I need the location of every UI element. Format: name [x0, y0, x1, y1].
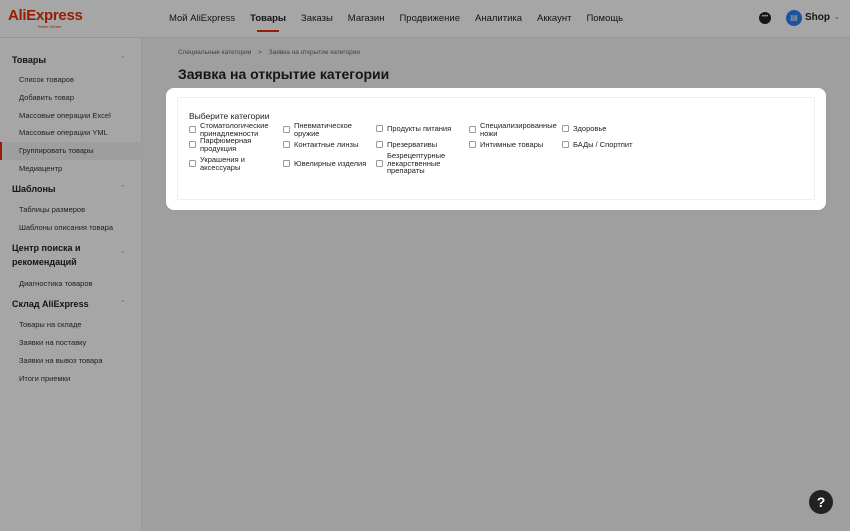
option-label: Безрецептурные лекарственные препараты — [387, 151, 446, 175]
breadcrumb-special-categories[interactable]: Специальные категории — [178, 49, 252, 56]
category-option-food[interactable] — [376, 125, 451, 133]
category-option-health[interactable] — [562, 125, 606, 133]
sidebar-section-search-center[interactable]: Центр поиска и рекомендаций — [12, 243, 81, 267]
shop-avatar-icon[interactable]: ▤ — [786, 10, 802, 26]
sidebar-item-bulk-yml[interactable]: Массовые операции YML — [19, 128, 108, 137]
modal-label: Выберите категории — [189, 111, 270, 121]
checkbox[interactable] — [189, 141, 196, 148]
nav-help[interactable]: Помощь — [586, 13, 624, 24]
checkbox[interactable] — [283, 126, 290, 133]
checkbox[interactable] — [469, 141, 476, 148]
sidebar-item-product-diagnostics[interactable]: Диагностика товаров — [19, 279, 93, 288]
checkbox[interactable] — [283, 141, 290, 148]
nav-promotion[interactable]: Продвижение — [399, 13, 461, 24]
checkbox[interactable] — [376, 125, 383, 132]
sidebar-section-products[interactable]: Товары — [12, 55, 47, 65]
sidebar-item-description-templates[interactable]: Шаблоны описания товара — [19, 223, 114, 232]
category-option-contact-lenses[interactable] — [283, 141, 358, 149]
chevron-up-icon[interactable]: ⌃ — [120, 300, 126, 307]
category-option-air-guns[interactable] — [283, 122, 366, 137]
checkbox[interactable] — [562, 125, 569, 132]
checkbox[interactable] — [376, 160, 383, 167]
option-label: Ювелирные изделия — [294, 159, 367, 168]
nav-store[interactable]: Магазин — [347, 13, 385, 24]
sidebar-section-warehouse[interactable]: Склад AliExpress — [12, 299, 89, 309]
category-option-intimate[interactable] — [469, 141, 543, 149]
category-option-condoms[interactable] — [376, 141, 437, 149]
option-label: Презервативы — [387, 140, 438, 149]
option-label: Специализированные ножи — [480, 121, 557, 138]
category-option-supplements[interactable] — [562, 141, 633, 149]
logo-subtitle: Seller Center — [38, 24, 62, 29]
chevron-up-icon[interactable]: ⌃ — [120, 185, 126, 192]
sidebar-item-group-products[interactable]: Группировать товары — [19, 146, 94, 155]
chevron-up-icon[interactable]: ⌃ — [120, 56, 126, 63]
checkbox[interactable] — [189, 126, 196, 133]
sidebar-item-acceptance-results[interactable]: Итоги приемки — [19, 374, 71, 383]
category-option-otc-drugs[interactable] — [376, 152, 455, 175]
category-option-dental[interactable] — [189, 122, 278, 137]
option-label: БАДы / Спортпит — [573, 140, 633, 149]
nav-products[interactable]: Товары — [250, 0, 286, 38]
chevron-up-icon[interactable]: ⌃ — [120, 251, 126, 258]
help-button[interactable]: ? — [809, 490, 833, 514]
option-label: Стоматологические принадлежности — [200, 121, 269, 138]
shop-label[interactable]: Shop — [805, 12, 830, 23]
category-option-perfume[interactable] — [189, 137, 270, 152]
option-label: Пневматическое оружие — [294, 121, 352, 138]
option-label: Продукты питания — [387, 124, 452, 133]
category-option-knives[interactable] — [469, 122, 564, 137]
checkbox[interactable] — [189, 160, 196, 167]
breadcrumb-current: Заявка на открытие категории — [268, 49, 361, 56]
checkbox[interactable] — [469, 126, 476, 133]
sidebar-item-warehouse-goods[interactable]: Товары на складе — [19, 320, 82, 329]
option-label: Украшения и аксессуары — [200, 155, 245, 172]
nav-analytics[interactable]: Аналитика — [475, 13, 523, 24]
sidebar-item-add-product[interactable]: Добавить товар — [19, 93, 74, 102]
sidebar-item-removal-requests[interactable]: Заявки на вывоз товара — [19, 356, 103, 365]
sidebar-item-bulk-excel[interactable]: Массовые операции Excel — [19, 111, 111, 120]
sidebar-item-size-tables[interactable]: Таблицы размеров — [19, 205, 86, 214]
logo-text: AliExpress — [8, 7, 83, 24]
sidebar-item-supply-requests[interactable]: Заявки на поставку — [19, 338, 87, 347]
nav-my-aliexpress[interactable]: Мой AliExpress — [169, 13, 236, 24]
breadcrumb-separator: > — [258, 49, 262, 56]
option-label: Здоровье — [573, 124, 607, 133]
sidebar-item-media-center[interactable]: Медиацентр — [19, 164, 63, 173]
checkbox[interactable] — [283, 160, 290, 167]
nav-orders[interactable]: Заказы — [301, 13, 333, 24]
chevron-down-icon[interactable]: ⌄ — [834, 14, 840, 21]
category-option-jewelry[interactable] — [283, 160, 366, 168]
chat-icon[interactable]: ••• — [759, 12, 771, 24]
checkbox[interactable] — [376, 141, 383, 148]
nav-account[interactable]: Аккаунт — [537, 13, 572, 24]
sidebar-item-product-list[interactable]: Список товаров — [19, 75, 74, 84]
checkbox[interactable] — [562, 141, 569, 148]
sidebar-section-templates[interactable]: Шаблоны — [12, 184, 56, 194]
option-label: Контактные линзы — [294, 140, 359, 149]
category-option-accessories[interactable] — [189, 156, 262, 171]
option-label: Интимные товары — [480, 140, 544, 149]
page-title: Заявка на открытие категории — [178, 66, 390, 82]
option-label: Парфюмерная продукция — [200, 136, 252, 153]
